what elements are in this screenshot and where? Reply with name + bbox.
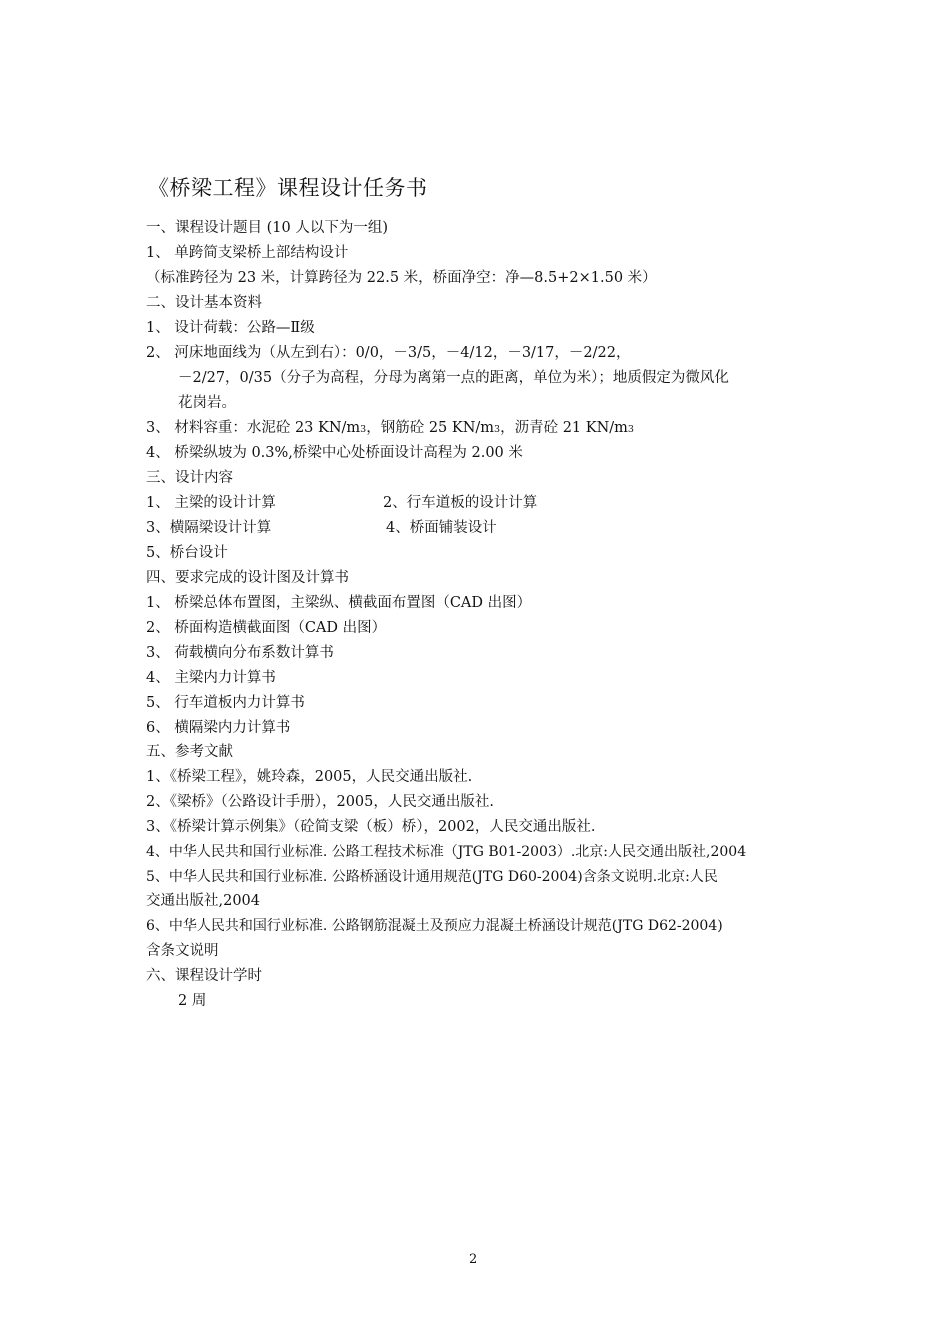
section-2-item-4: 4、 桥梁纵坡为 0.3%,桥梁中心处桥面设计高程为 2.00 米	[146, 445, 523, 461]
section-3-item-2: 2、行车道板的设计计算	[383, 495, 538, 511]
section-2-item-2-cont: －2/27，0/35（分子为高程，分母为离第一点的距离，单位为米）；地质假定为微风化	[178, 370, 729, 386]
section-4-heading: 四、要求完成的设计图及计算书	[146, 570, 349, 586]
section-3-item-4: 4、桥面铺装设计	[386, 520, 497, 536]
reference-6-cont: 含条文说明	[146, 943, 219, 959]
reference-1: 1、《桥梁工程》，姚玲森，2005，人民交通出版社.	[146, 769, 473, 785]
section-3-item-1: 1、 主梁的设计计算	[146, 495, 276, 511]
section-3-heading: 三、设计内容	[146, 470, 233, 486]
item-3-water-cement: 3、 材料容重：水泥砼 23 KN/m	[146, 420, 361, 436]
reference-5-cont: 交通出版社,2004	[146, 893, 261, 909]
section-4-item: 6、 横隔梁内力计算书	[146, 720, 291, 736]
section-2-item-2: 2、 河床地面线为（从左到右）：0/0，－3/5，－4/12，－3/17，－2/22，	[146, 345, 631, 361]
item-3-asphalt-concrete: ，沥青砼 21 KN/m	[500, 420, 628, 436]
unit-superscript: 3	[360, 424, 367, 435]
section-3-item-5: 5、桥台设计	[146, 545, 228, 561]
section-4-item: 4、 主梁内力计算书	[146, 670, 276, 686]
section-2-item-2-cont2: 花岗岩。	[178, 395, 236, 411]
page-number: 2	[469, 1252, 478, 1267]
section-1-item-1: 1、 单跨简支梁桥上部结构设计	[146, 245, 349, 261]
unit-superscript: 3	[494, 424, 501, 435]
section-4-item: 3、 荷载横向分布系数计算书	[146, 645, 334, 661]
unit-superscript: 3	[627, 424, 634, 435]
reference-6: 6、中华人民共和国行业标准. 公路钢筋混凝土及预应力混凝土桥涵设计规范(JTG D62-2004)	[146, 918, 723, 934]
section-6-heading: 六、课程设计学时	[146, 968, 262, 984]
section-6-value: 2 周	[178, 993, 207, 1009]
section-1-note: （标准跨径为 23 米，计算跨径为 22.5 米，桥面净空：净—8.5+2×1.50 米）	[146, 270, 657, 286]
section-2-item-1: 1、 设计荷载：公路—Ⅱ级	[146, 320, 315, 336]
section-2-heading: 二、设计基本资料	[146, 295, 262, 311]
reference-5: 5、中华人民共和国行业标准. 公路桥涵设计通用规范(JTG D60-2004)含条文说明.北京:人民	[146, 869, 718, 885]
section-4-item: 1、 桥梁总体布置图，主梁纵、横截面布置图（CAD 出图）	[146, 595, 532, 611]
section-4-item: 2、 桥面构造横截面图（CAD 出图）	[146, 620, 387, 636]
document-title: 《桥梁工程》课程设计任务书	[148, 176, 428, 200]
reference-3: 3、《桥梁计算示例集》（砼简支梁（板）桥），2002，人民交通出版社.	[146, 819, 596, 835]
section-2-item-3	[146, 418, 634, 440]
section-5-heading: 五、参考文献	[146, 744, 233, 760]
section-4-item: 5、 行车道板内力计算书	[146, 695, 305, 711]
item-3-rebar-concrete: ，钢筋砼 25 KN/m	[366, 420, 495, 436]
reference-4: 4、中华人民共和国行业标准. 公路工程技术标准（JTG B01-2003）.北京:人民交通出版社,2004	[146, 844, 747, 860]
section-1-heading: 一、课程设计题目 (10 人以下为一组)	[146, 220, 388, 236]
reference-2: 2、《梁桥》（公路设计手册），2005，人民交通出版社.	[146, 794, 494, 810]
section-3-item-3: 3、横隔梁设计计算	[146, 520, 272, 536]
